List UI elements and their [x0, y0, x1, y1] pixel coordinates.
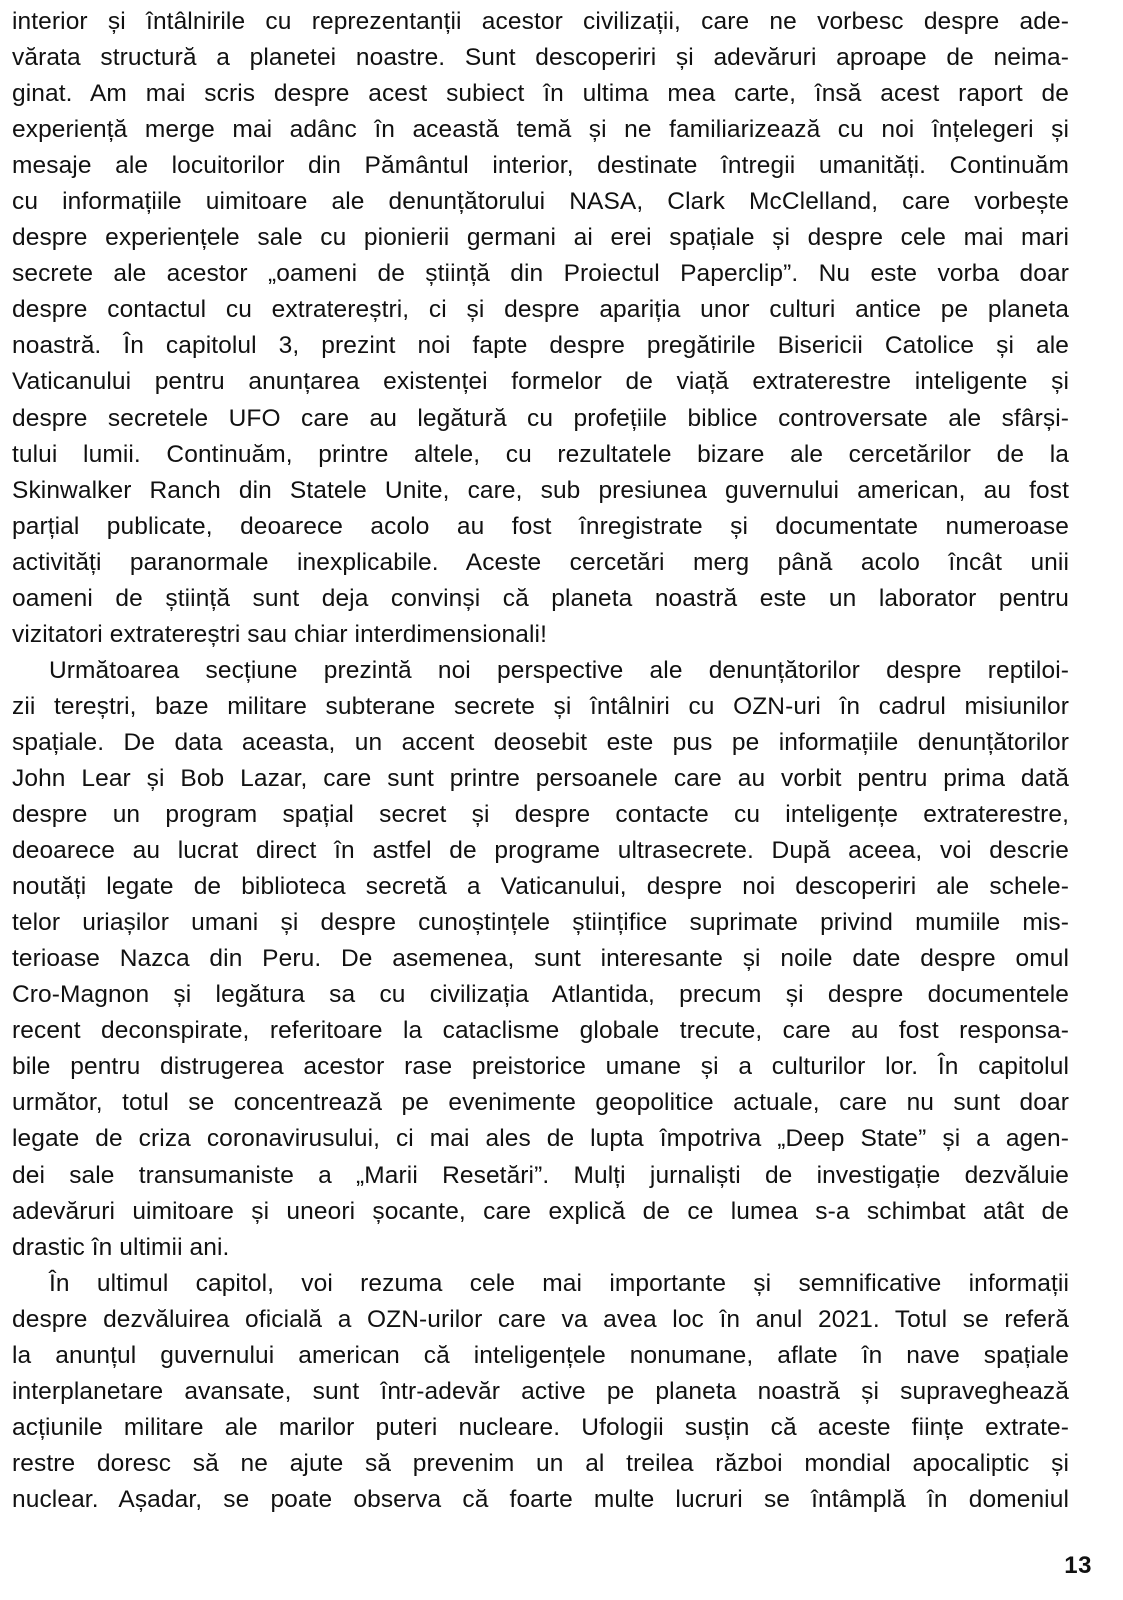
text-line: acțiunile militare ale marilor puteri nucleare. Ufologii susțin că aceste ființe extrate- [12, 1413, 1069, 1441]
text-line: despre contactul cu extratereștri, ci și despre apariția unor culturi antice pe planeta [12, 296, 1069, 324]
text-line: bile pentru distrugerea acestor rase preistorice umane și a culturilor lor. În capitolul [12, 1053, 1069, 1081]
text-line: noutăți legate de biblioteca secretă a Vaticanului, despre noi descoperiri ale schele- [12, 873, 1069, 901]
body-text [12, 4, 1069, 1518]
text-line: activități paranormale inexplicabile. Aceste cercetări merg până acolo încât unii [12, 548, 1069, 576]
text-line: interplanetare avansate, sunt într-adevăr active pe planeta noastră și supraveghează [12, 1377, 1069, 1405]
page-number: 13 [1064, 1552, 1092, 1579]
text-line: vizitatori extratereștri sau chiar interdimensionali! [12, 620, 547, 648]
text-line: drastic în ultimii ani. [12, 1233, 230, 1261]
text-line: parțial publicate, deoarece acolo au fost înregistrate și documentate numeroase [12, 512, 1069, 540]
text-line: Cro-Magnon și legătura sa cu civilizația Atlantida, precum și despre documentele [12, 981, 1069, 1009]
text-line: nuclear. Așadar, se poate observa că foarte multe lucruri se întâmplă în domeniul [12, 1485, 1069, 1513]
paragraph [12, 653, 1069, 1266]
paragraph [12, 1266, 1069, 1518]
text-line: Vaticanului pentru anunțarea existenței formelor de viață extraterestre inteligente și [12, 368, 1069, 396]
text-line: adevăruri uimitoare și uneori șocante, care explică de ce lumea s-a schimbat atât de [12, 1197, 1069, 1225]
text-line: experiență merge mai adânc în această temă și ne familiarizează cu noi înțelegeri și [12, 116, 1069, 144]
text-line: despre dezvăluirea oficială a OZN-urilor care va avea loc în anul 2021. Totul se referă [12, 1305, 1069, 1333]
text-line: la anunțul guvernului american că inteligențele nonumane, aflate în nave spațiale [12, 1341, 1069, 1369]
text-line: interior și întâlnirile cu reprezentanții acestor civilizații, care ne vorbesc despre ade- [12, 8, 1069, 35]
text-line: Skinwalker Ranch din Statele Unite, care, sub presiunea guvernului american, au fost [12, 476, 1069, 504]
text-line: noastră. În capitolul 3, prezint noi fapte despre pregătirile Bisericii Catolice și ale [12, 332, 1069, 360]
text-line: spațiale. De data aceasta, un accent deosebit este pus pe informațiile denunțătorilor [12, 728, 1069, 756]
text-line: vărata structură a planetei noastre. Sunt descoperiri și adevăruri aproape de neima- [12, 44, 1069, 72]
text-line: Următoarea secțiune prezintă noi perspective ale denunțătorilor despre reptiloi- [49, 656, 1069, 684]
text-line: despre experiențele sale cu pionierii germani ai erei spațiale și despre cele mai mari [12, 224, 1069, 252]
text-line: telor uriașilor umani și despre cunoștințele științifice suprimate privind mumiile mis- [12, 909, 1069, 937]
text-line: deoarece au lucrat direct în astfel de programe ultrasecrete. După aceea, voi descrie [12, 837, 1069, 865]
text-line: În ultimul capitol, voi rezuma cele mai importante și semnificative informații [49, 1269, 1069, 1297]
text-line: tului lumii. Continuăm, printre altele, cu rezultatele bizare ale cercetărilor de la [12, 440, 1069, 468]
text-line: terioase Nazca din Peru. De asemenea, sunt interesante și noile date despre omul [12, 945, 1069, 973]
text-line: dei sale transumaniste a „Marii Resetări”. Mulți jurnaliști de investigație dezvăluie [12, 1161, 1069, 1189]
text-line: oameni de știință sunt deja convinși că planeta noastră este un laborator pentru [12, 584, 1069, 612]
text-line: mesaje ale locuitorilor din Pământul interior, destinate întregii umanități. Continuăm [12, 152, 1069, 180]
text-line: John Lear și Bob Lazar, care sunt printre persoanele care au vorbit pentru prima dată [12, 764, 1069, 792]
text-line: următor, totul se concentrează pe evenimente geopolitice actuale, care nu sunt doar [12, 1089, 1069, 1117]
text-line: secrete ale acestor „oameni de știință din Proiectul Paperclip”. Nu este vorba doar [12, 260, 1069, 288]
text-line: zii tereștri, baze militare subterane secrete și întâlniri cu OZN-uri în cadrul misiunilor [12, 692, 1069, 720]
paragraph [12, 4, 1069, 653]
text-line: despre secretele UFO care au legătură cu profețiile biblice controversate ale sfârși- [12, 404, 1069, 432]
text-line: restre doresc să ne ajute să prevenim un al treilea război mondial apocaliptic și [12, 1449, 1069, 1477]
text-line: ginat. Am mai scris despre acest subiect în ultima mea carte, însă acest raport de [12, 80, 1069, 108]
text-line: cu informațiile uimitoare ale denunțătorului NASA, Clark McClelland, care vorbește [12, 188, 1069, 216]
text-line: legate de criza coronavirusului, ci mai ales de lupta împotriva „Deep State” și a agen- [12, 1125, 1069, 1153]
text-line: recent deconspirate, referitoare la cataclisme globale trecute, care au fost responsa- [12, 1017, 1069, 1045]
text-line: despre un program spațial secret și despre contacte cu inteligențe extraterestre, [12, 801, 1069, 829]
